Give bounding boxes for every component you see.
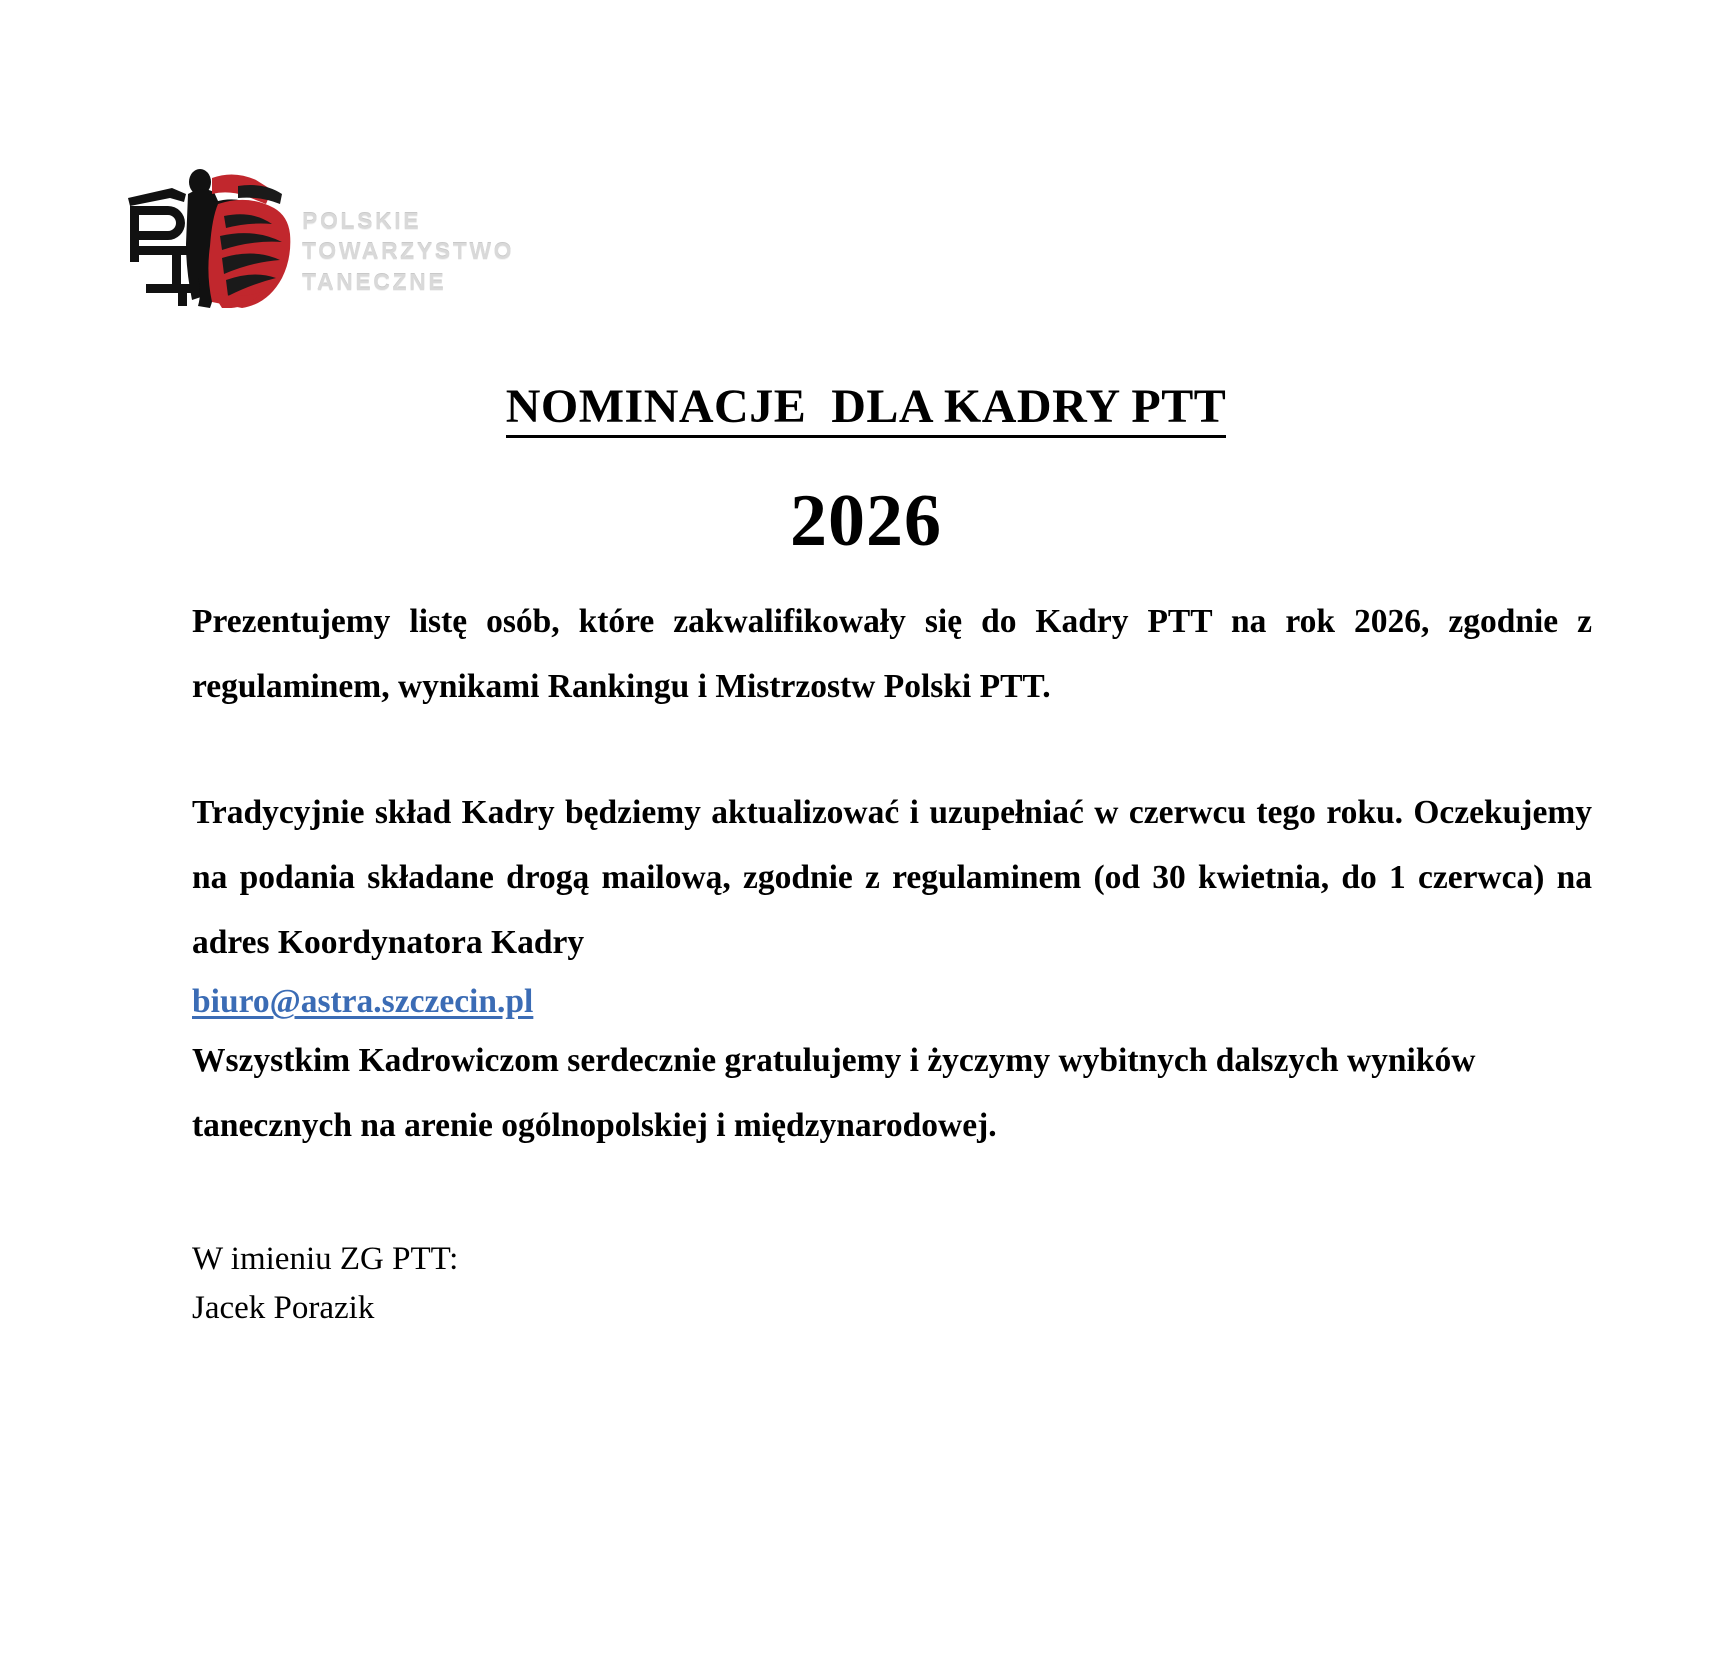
logo-wordmark (302, 206, 572, 297)
coordinator-email-link[interactable]: biuro@astra.szczecin.pl (192, 983, 534, 1021)
signature-name: Jacek Porazik (192, 1290, 375, 1327)
schedule-paragraph: Tradycyjnie skład Kadry będziemy aktualizować i uzupełniać w czerwcu tego roku. Oczekujemy na podania składane drogą mailową, zgodnie z regulaminem (od 30 kwietnia, do 1 czerwca) na adres Koordynatora Kadry (192, 794, 1592, 961)
year-heading: 2026 (790, 480, 942, 563)
email-line (192, 975, 1592, 1029)
intro-paragraph: Prezentujemy listę osób, które zakwalifikowały się do Kadry PTT na rok 2026, zgodnie z regulaminem, wynikami Rankingu i Mistrzostw Polski PTT. (192, 603, 1592, 705)
signature-block (192, 1235, 1592, 1334)
document-body (192, 590, 1592, 1334)
page-title-text: NOMINACJE DLA KADRY PTT (506, 380, 1227, 438)
closing-paragraph: Wszystkim Kadrowiczom serdecznie gratulujemy i życzymy wybitnych dalszych wyników tanecznych na arenie ogólnopolskiej i międzynarodowej. (192, 1042, 1476, 1145)
ptt-logo (126, 158, 566, 318)
signature-on-behalf-of: W imieniu ZG PTT: (192, 1240, 459, 1277)
logo-wordmark-line-1: POLSKIE (302, 208, 422, 234)
logo-wordmark-line-3: TANECZNE (302, 268, 447, 295)
paragraph-spacer (192, 719, 1592, 781)
logo-wordmark-line-2: TOWARZYSTWO (302, 238, 515, 265)
page-title (0, 379, 1732, 434)
dancing-couple-logo-icon (126, 158, 306, 308)
